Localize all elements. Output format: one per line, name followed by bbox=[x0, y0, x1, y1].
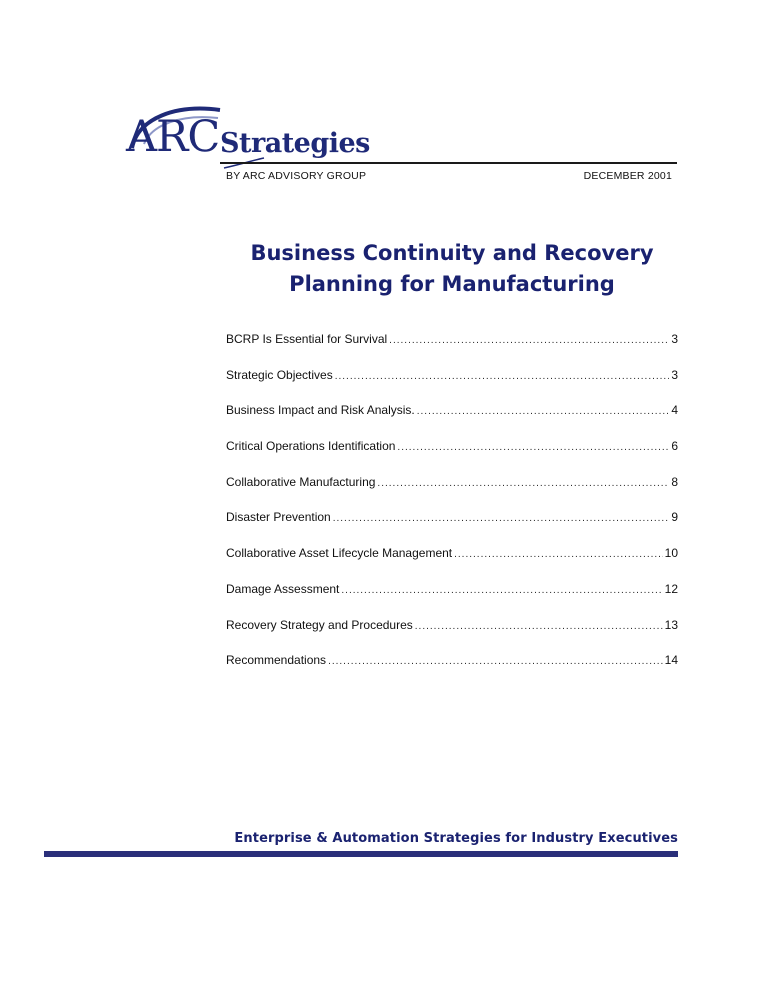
toc-entry-page: 13 bbox=[664, 617, 678, 632]
toc-entry[interactable] bbox=[226, 510, 678, 546]
toc-entry-label: Collaborative Manufacturing bbox=[226, 474, 376, 489]
toc-entry[interactable] bbox=[226, 653, 678, 689]
toc-leader-dots bbox=[454, 549, 663, 560]
toc-entry-label: Strategic Objectives bbox=[226, 367, 333, 382]
toc-leader-dots bbox=[397, 442, 669, 453]
toc-entry-label: Business Impact and Risk Analysis. bbox=[226, 403, 415, 418]
toc-leader-dots bbox=[389, 335, 669, 346]
toc-entry-page: 12 bbox=[664, 581, 678, 596]
toc-entry-page: 14 bbox=[664, 653, 678, 668]
footer-tagline: Enterprise & Automation Strategies for Industry Executives bbox=[234, 831, 678, 846]
toc-entry[interactable] bbox=[226, 439, 678, 475]
toc-entry[interactable] bbox=[226, 618, 678, 654]
toc-entry-label: Recovery Strategy and Procedures bbox=[226, 617, 413, 632]
toc-leader-dots bbox=[417, 406, 670, 417]
toc-entry-label: Damage Assessment bbox=[226, 581, 340, 596]
toc-entry-label: Disaster Prevention bbox=[226, 510, 331, 525]
publisher-label: BY ARC ADVISORY GROUP bbox=[226, 170, 367, 182]
toc-entry[interactable] bbox=[226, 368, 678, 404]
toc-entry[interactable] bbox=[226, 403, 678, 439]
toc-entry-label: Recommendations bbox=[226, 653, 327, 668]
toc-entry-page: 4 bbox=[671, 403, 678, 418]
table-of-contents bbox=[226, 332, 678, 689]
logo-word: Strategies bbox=[220, 128, 370, 159]
title-line-2: Planning for Manufacturing bbox=[289, 272, 615, 296]
title-line-1: Business Continuity and Recovery bbox=[250, 241, 654, 265]
toc-leader-dots bbox=[415, 621, 663, 632]
toc-entry[interactable] bbox=[226, 546, 678, 582]
toc-leader-dots bbox=[341, 585, 662, 596]
header-divider bbox=[220, 162, 677, 164]
toc-entry[interactable] bbox=[226, 475, 678, 511]
toc-entry[interactable] bbox=[226, 332, 678, 368]
toc-entry-page: 8 bbox=[671, 474, 678, 489]
toc-leader-dots bbox=[377, 478, 669, 489]
toc-leader-dots bbox=[333, 513, 670, 524]
document-title bbox=[222, 238, 682, 300]
toc-entry-page: 3 bbox=[671, 332, 678, 346]
logo-abbrev: ARC bbox=[126, 112, 220, 162]
toc-leader-dots bbox=[335, 371, 670, 382]
toc-entry[interactable] bbox=[226, 582, 678, 618]
footer-rule bbox=[44, 851, 678, 857]
toc-entry-page: 10 bbox=[664, 546, 678, 561]
toc-entry-page: 3 bbox=[671, 367, 678, 382]
toc-entry-label: Critical Operations Identification bbox=[226, 439, 396, 454]
publication-date: DECEMBER 2001 bbox=[583, 170, 672, 182]
toc-entry-label: BCRP Is Essential for Survival bbox=[226, 332, 388, 346]
toc-entry-label: Collaborative Asset Lifecycle Management bbox=[226, 546, 453, 561]
toc-leader-dots bbox=[328, 656, 663, 667]
toc-entry-page: 9 bbox=[671, 510, 678, 525]
toc-entry-page: 6 bbox=[671, 439, 678, 454]
